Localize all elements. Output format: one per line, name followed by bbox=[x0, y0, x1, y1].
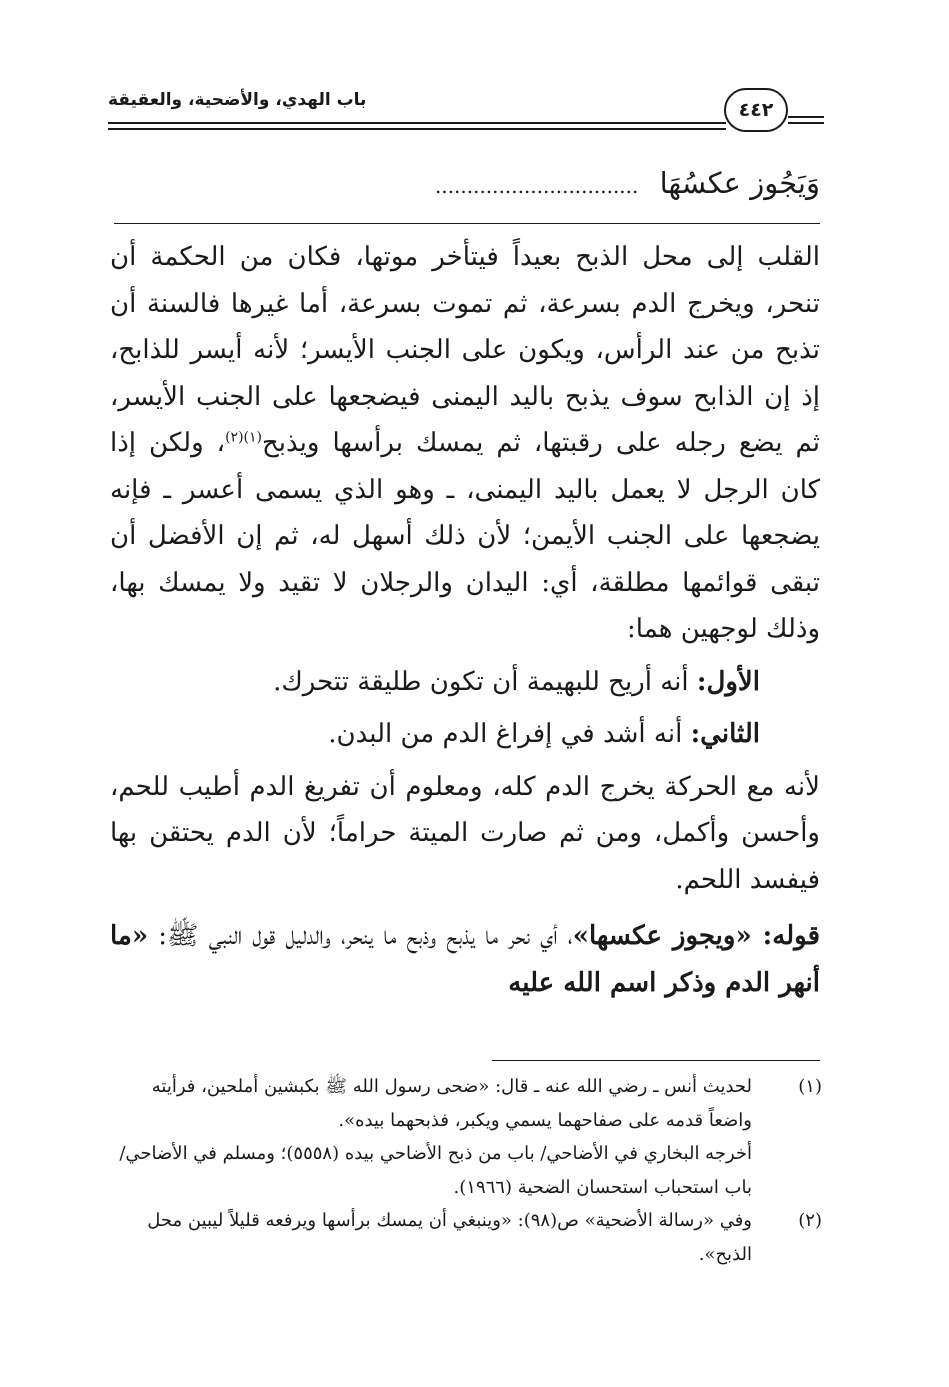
qawluh-quote: «ويجوز عكسها» bbox=[572, 921, 763, 951]
point-second bbox=[110, 711, 820, 758]
footnote-text: لحديث أنس ـ رضي الله عنه ـ قال: «ضحى رسول الله ﷺ بكبشين أملحين، فرأيته واضعاً قدمه على صفاحهما يسمي ويكبر، فذبحهما بيده». bbox=[151, 1076, 752, 1131]
paragraph-text: ، ولكن إذا كان الرجل لا يعمل باليد اليمنى، ـ وهو الذي يسمى أعسر ـ فإنه يضجعها على الجنب الأيمن؛ لأن ذلك أسهل له، ثم إن الأفضل أن تبقى قوائمها مطلقة، أي: اليدان والرجلان لا تقيد ولا يمسك بها، وذلك لوجهين هما: bbox=[110, 428, 820, 644]
header-rule bbox=[108, 128, 726, 130]
footnote-number: (١) bbox=[798, 1076, 822, 1097]
paragraph bbox=[110, 234, 820, 653]
section-heading bbox=[108, 160, 820, 209]
page-number: ٤٤٢ bbox=[724, 88, 788, 132]
footnote bbox=[110, 1070, 822, 1204]
footnote-number: (٢) bbox=[798, 1210, 822, 1231]
point-label: الأول: bbox=[696, 666, 760, 697]
section-heading-text: وَيَجُوز عكسُهَا bbox=[659, 166, 820, 200]
footnote-text: وفي «رسالة الأضحية» ص(٩٨): «وينبغي أن يمسك برأسها ويرفعه قليلاً ليبين محل الذبح». bbox=[147, 1210, 752, 1265]
footnote-divider bbox=[492, 1060, 820, 1061]
body-text bbox=[110, 234, 820, 1006]
point-text: أنه أريح للبهيمة أن تكون طليقة تتحرك. bbox=[273, 666, 697, 697]
footnote bbox=[110, 1204, 822, 1271]
qawluh-label: قوله: bbox=[762, 921, 820, 951]
section-divider bbox=[114, 223, 820, 224]
footnote-reference: (١)(٢) bbox=[225, 429, 262, 446]
paragraph-text: القلب إلى محل الذبح بعيداً فيتأخر موتها، فكان من الحكمة أن تنحر، ويخرج الدم بسرعة، ثم تموت بسرعة، أما غيرها فالسنة أن تذبح من عند الرأس، ويكون على الجنب الأيسر؛ لأنه أيسر للذابح، إذ إن الذابح سوف يذبح باليد اليمنى فيضجعها على الجنب الأيسر، ثم يضع رجله على رقبتها، ثم يمسك برأسها ويذبح bbox=[110, 242, 821, 458]
footnotes bbox=[110, 1070, 822, 1271]
section-heading-dots: ................................ bbox=[434, 174, 639, 198]
footnote-text: أخرجه البخاري في الأضاحي/ باب من ذبح الأضاحي بيده (٥٥٥٨)؛ ومسلم في الأضاحي/ باب استحباب استحسان الضحية (١٩٦٦). bbox=[119, 1143, 752, 1198]
point-first bbox=[110, 659, 820, 706]
paragraph-text: ، أي نحر ما يذبح وذبح ما ينحر، والدليل قول النبي ﷺ: bbox=[148, 921, 573, 951]
running-title bbox=[108, 90, 708, 110]
point-text: أنه أشد في إفراغ الدم من البدن. bbox=[328, 719, 691, 749]
hadith-text: «ما أنهر الدم وذكر اسم الله عليه bbox=[110, 921, 820, 998]
paragraph-text: لأنه مع الحركة يخرج الدم كله، ومعلوم أن تفريغ الدم أطيب للحم، وأحسن وأكمل، ومن ثم صارت الميتة حراماً؛ لأن الدم يحتقن بها فيفسد اللحم. bbox=[110, 771, 820, 895]
paragraph-qawluh bbox=[110, 913, 820, 1006]
header-ornament bbox=[788, 116, 824, 128]
header-rule bbox=[108, 122, 726, 124]
paragraph bbox=[110, 764, 820, 904]
point-label: الثاني: bbox=[690, 719, 760, 749]
running-header bbox=[108, 88, 824, 134]
running-title-text: باب الهدي، والأضحية، والعقيقة bbox=[108, 90, 367, 110]
